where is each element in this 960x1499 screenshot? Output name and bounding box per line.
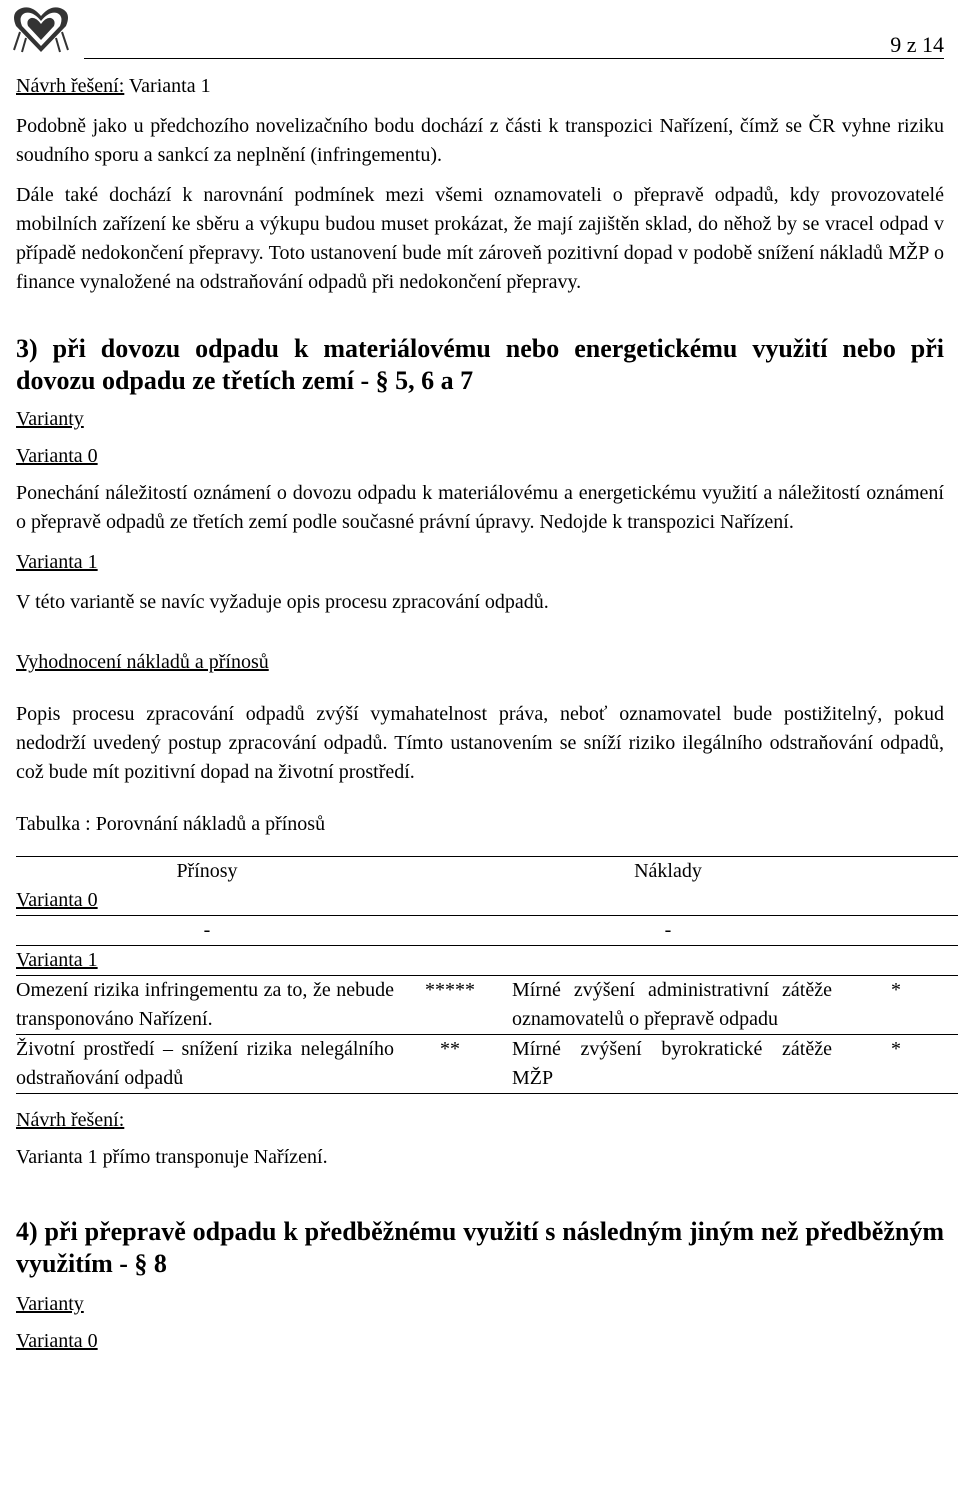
proposal-label: Návrh řešení:	[16, 75, 125, 97]
paragraph-conditions: Dále také dochází k narovnání podmínek mezi všemi oznamovateli o přepravě odpadů, kdy provozovatelé mobilních zařízení ke sběru a výkupu budou muset prokázat, že mají zajištěn sklad, do něhož by se vracel odpad v případě nedokončení přepravy. Toto ustanovení bude mít zároveň pozitivní dopad v podobě snížení nákladů MŽP o finance vynaložené na odstraňování odpadů při nedokončení přepravy.	[16, 184, 944, 293]
table-variant-1-label: Varianta 1	[16, 945, 404, 975]
table-variant-0-label: Varianta 0	[16, 889, 98, 911]
variant-1-text: V této variantě se navíc vyžaduje opis procesu zpracování odpadů.	[16, 591, 549, 613]
table-row-2-benefit: Životní prostředí – snížení rizika nelegálního odstraňování odpadů	[16, 1034, 404, 1093]
table-row-2-benefit-rating: **	[404, 1034, 502, 1093]
header-rule	[84, 58, 944, 59]
col-costs-header: Náklady	[502, 856, 840, 886]
table-v0-benefit: -	[16, 915, 404, 945]
variant-0-text: Ponechání náležitostí oznámení o dovozu odpadu k materiálovému a energetickému využití a náležitostí oznámení o přepravě odpadů ze třetích zemí podle současné právní úpravy. Nedojde k transpozici Nařízení.	[16, 482, 944, 533]
evaluation-text: Popis procesu zpracování odpadů zvýší vymahatelnost práva, neboť oznamovatel bude postižitelný, pokud nedodrží uvedený postup zpracování odpadů. Tímto ustanovením se sníží riziko ilegálního odstraňování odpadů, což bude mít pozitivní dopad na životní prostředí.	[16, 703, 944, 783]
variant-0-label: Varianta 0	[16, 445, 98, 467]
proposal-text-2: Varianta 1 přímo transponuje Nařízení.	[16, 1146, 328, 1168]
document-body	[16, 72, 944, 1356]
table-row-1-cost: Mírné zvýšení administrativní zátěže oznamovatelů o přepravě odpadu	[502, 975, 840, 1034]
table-row	[16, 1034, 958, 1093]
variant-0-label-2: Varianta 0	[16, 1330, 98, 1352]
variants-label: Varianty	[16, 408, 84, 430]
col-benefits-header: Přínosy	[16, 856, 404, 886]
table-caption: Tabulka : Porovnání nákladů a přínosů	[16, 813, 326, 835]
section-3-heading: 3) při dovozu odpadu k materiálovému nebo energetickému využití nebo při dovozu odpadu ze třetích zemí - § 5, 6 a 7	[16, 334, 944, 395]
proposal-line-1	[16, 72, 944, 101]
table-row-2-cost: Mírné zvýšení byrokratické zátěže MŽP	[502, 1034, 840, 1093]
table-row	[16, 975, 958, 1034]
page-number: 9 z 14	[890, 32, 944, 57]
table-row-2-cost-rating: *	[840, 1034, 958, 1093]
paragraph-transposition: Podobně jako u předchozího novelizačního bodu dochází z části k transpozici Nařízení, čímž se ČR vyhne riziku soudního sporu a sankcí za neplnění (infringementu).	[16, 115, 944, 166]
proposal-value: Varianta 1	[124, 75, 211, 97]
table-v0-cost: -	[502, 915, 840, 945]
heart-hands-logo-icon	[12, 2, 70, 54]
table-row-1-benefit: Omezení rizika infringementu za to, že nebude transponováno Nařízení.	[16, 975, 404, 1034]
table-row-1-benefit-rating: *****	[404, 975, 502, 1034]
comparison-table	[16, 856, 958, 1094]
section-4-heading: 4) při přepravě odpadu k předběžnému využití s následným jiným než předběžným využitím - § 8	[16, 1217, 944, 1278]
variants-label-2: Varianty	[16, 1293, 84, 1315]
evaluation-heading: Vyhodnocení nákladů a přínosů	[16, 651, 269, 673]
proposal-label-2: Návrh řešení:	[16, 1109, 125, 1131]
variant-1-label: Varianta 1	[16, 551, 98, 573]
logo	[12, 2, 70, 54]
table-row-1-cost-rating: *	[840, 975, 958, 1034]
